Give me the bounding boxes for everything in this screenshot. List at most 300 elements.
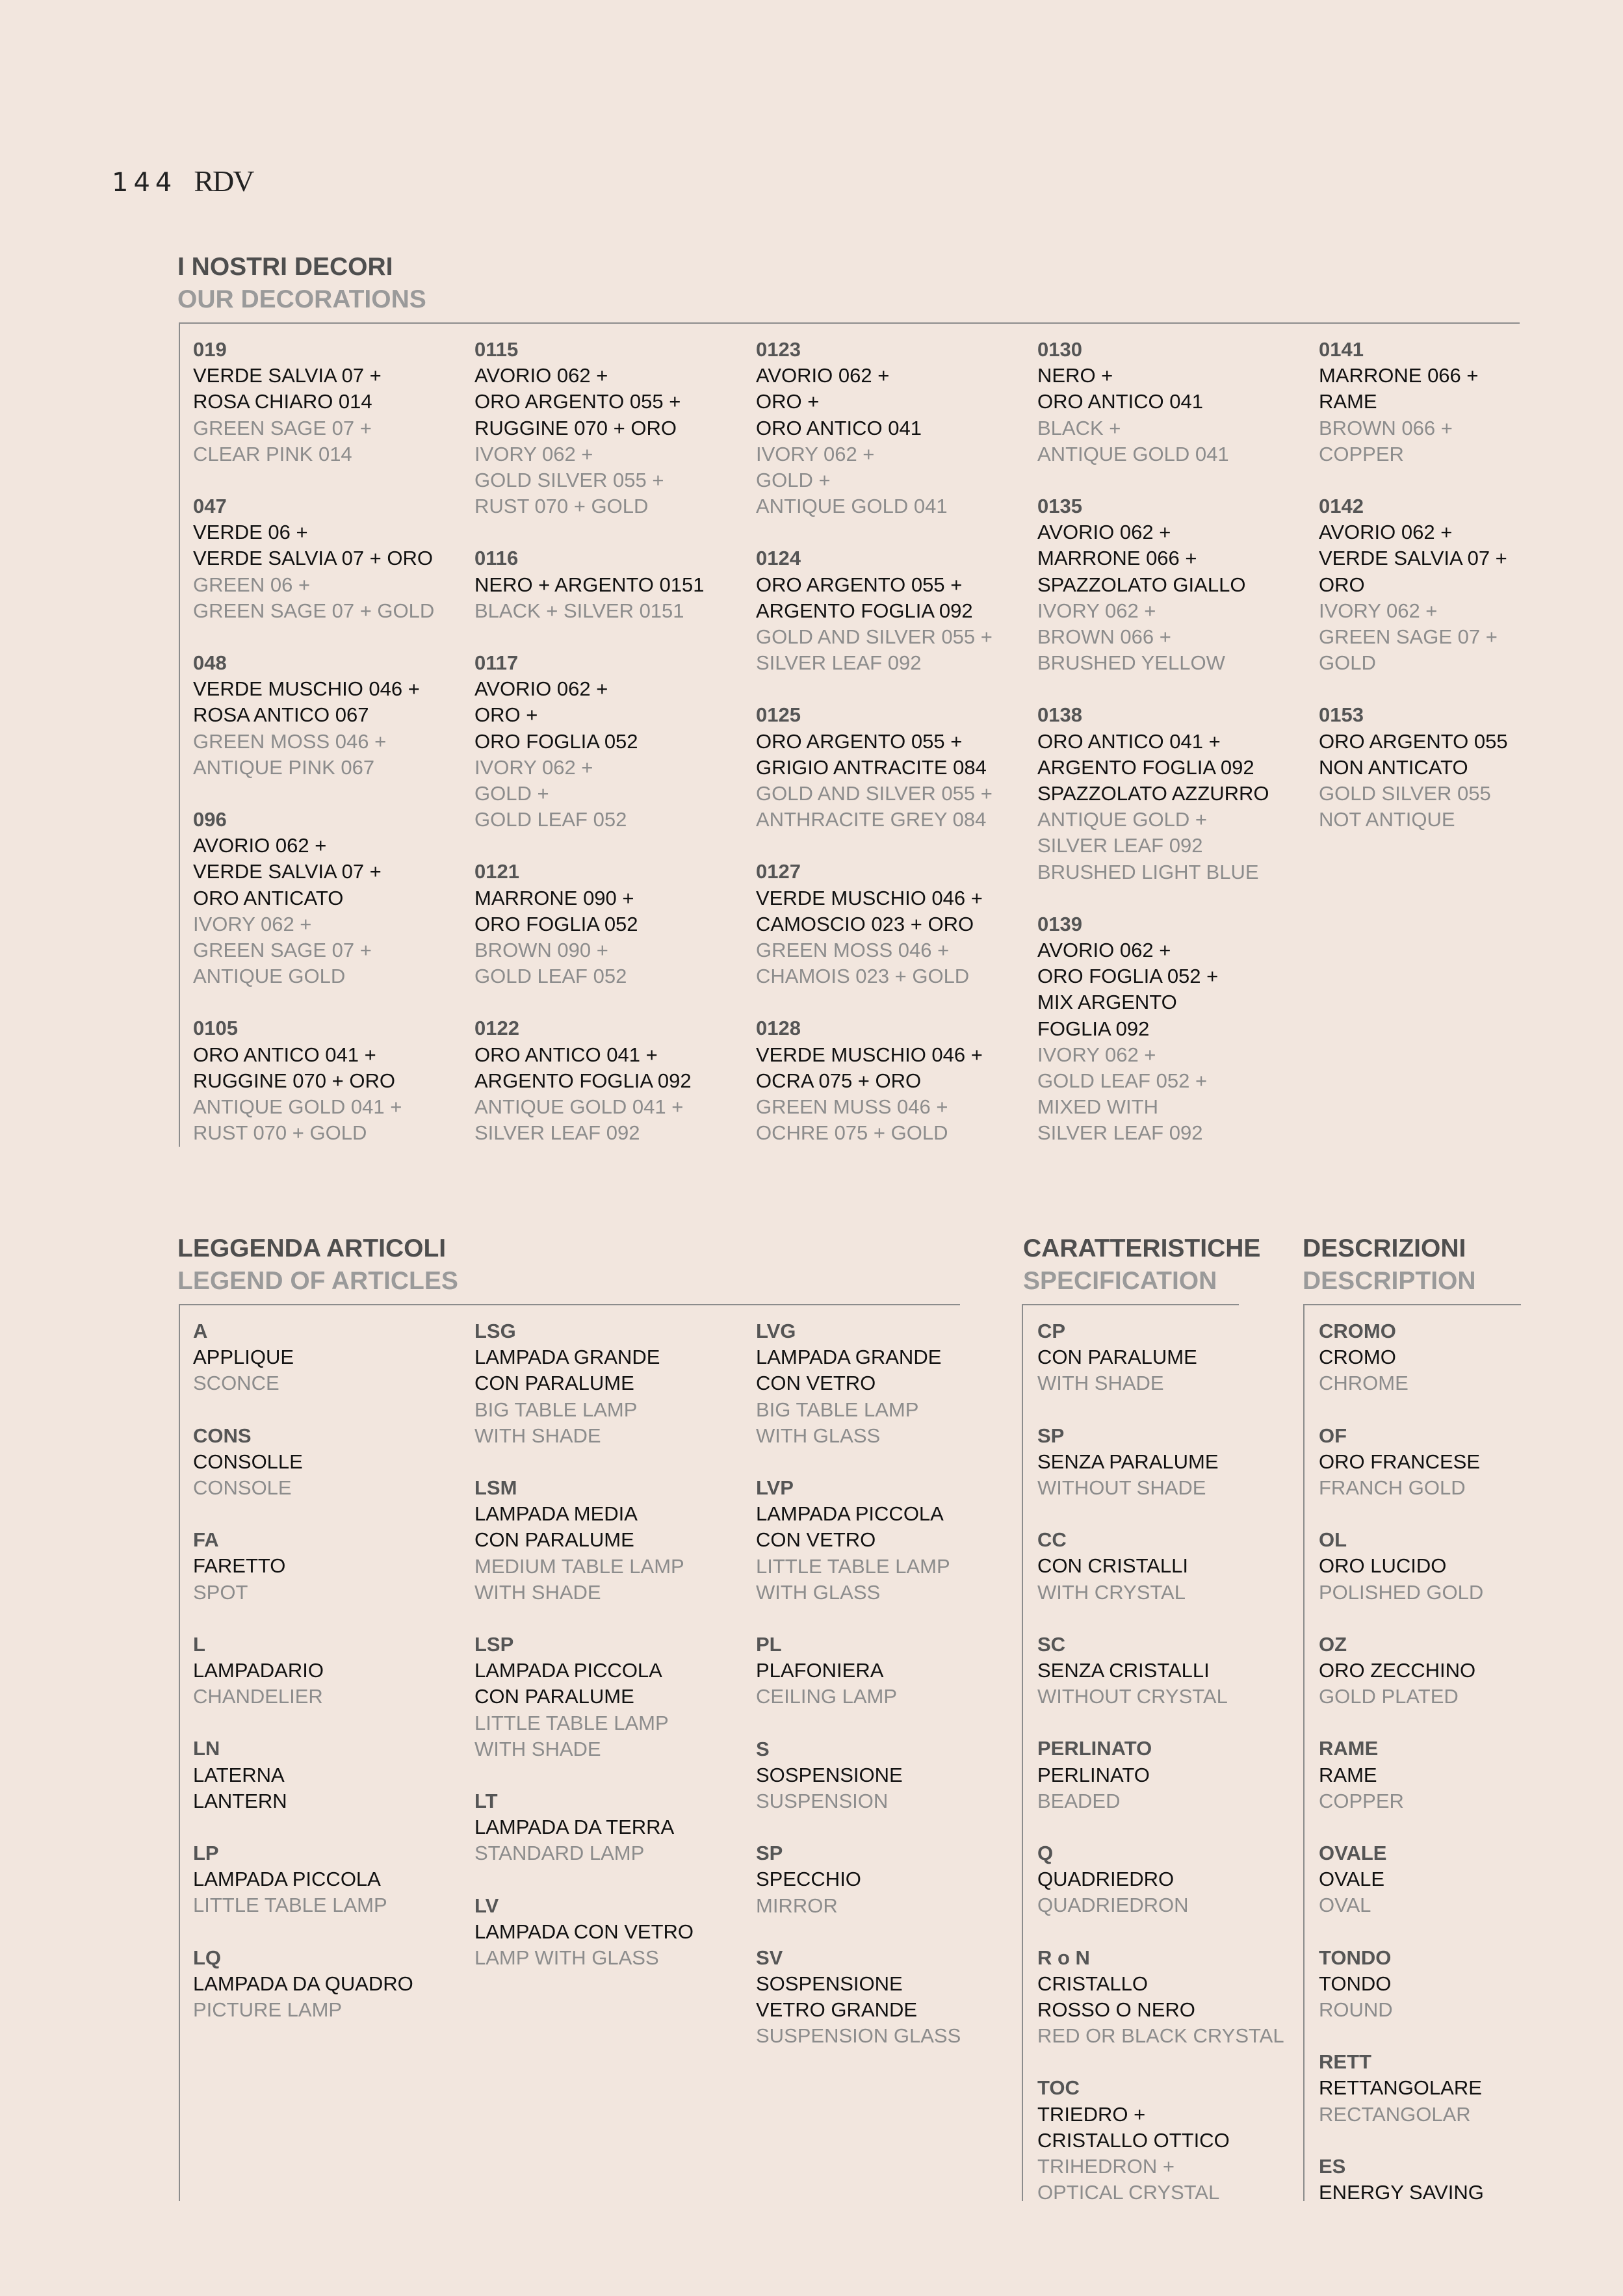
entry-code: 0142 — [1319, 495, 1364, 518]
specification-entry — [1037, 1840, 1284, 1919]
entry-italian-line: NON ANTICATO — [1319, 755, 1468, 779]
entry-italian-line: ORO ANTICO 041 + — [193, 1043, 376, 1066]
entry-english-line: CLEAR PINK 014 — [193, 442, 352, 465]
entry-italian-line: VERDE SALVIA 07 + — [1319, 547, 1507, 570]
entry-english-line: SUSPENSION — [756, 1790, 889, 1813]
entry-italian-line: LANTERN — [193, 1789, 287, 1812]
entry-italian-line: ENERGY SAVING — [1319, 2181, 1484, 2204]
entry-english-line: WITH SHADE — [474, 1580, 601, 1604]
entry-english-line: GOLD SILVER 055 + — [474, 469, 664, 492]
specification-title-it: CARATTERISTICHE — [1023, 1234, 1261, 1262]
legend-title — [177, 1233, 458, 1298]
entry-english-line: SPOT — [193, 1580, 248, 1604]
entry-italian-line: LAMPADA GRANDE — [474, 1346, 660, 1369]
entry-code: 0124 — [756, 547, 801, 570]
entry-italian-line: LATERNA — [193, 1763, 285, 1786]
entry-english-line: CHANDELIER — [193, 1685, 323, 1708]
entry-italian-line: ORO ARGENTO 055 + — [756, 573, 963, 596]
entry-english-line: ANTIQUE GOLD 041 — [1037, 442, 1229, 465]
entry-english-line: GOLD SILVER 055 — [1319, 782, 1491, 805]
entry-english-line: WITH SHADE — [1037, 1372, 1164, 1395]
entry-code: RETT — [1319, 2050, 1371, 2074]
entry-italian-line: ORO FRANCESE — [1319, 1450, 1481, 1473]
entry-italian-line: ROSA CHIARO 014 — [193, 390, 372, 413]
entry-italian-line: OCRA 075 + ORO — [756, 1069, 922, 1092]
description-entry — [1319, 1945, 1484, 2024]
entry-english-line: GREEN MOSS 046 + — [193, 729, 387, 753]
entry-english-line: GREEN SAGE 07 + — [193, 939, 372, 962]
entry-code: 0141 — [1319, 338, 1364, 361]
entry-english-line: NOT ANTIQUE — [1319, 808, 1455, 831]
specification-entry — [1037, 1423, 1284, 1502]
entry-italian-line: CAMOSCIO 023 + ORO — [756, 912, 974, 935]
entry-code: SV — [756, 1946, 783, 1969]
entry-code: 0139 — [1037, 912, 1082, 935]
entry-english-line: CHROME — [1319, 1372, 1409, 1395]
entry-code: SP — [1037, 1424, 1065, 1447]
entry-code: LSP — [474, 1633, 514, 1656]
entry-english-line: IVORY 062 + — [474, 442, 593, 465]
entry-english-line: BROWN 066 + — [1037, 625, 1171, 649]
entry-italian-line: GRIGIO ANTRACITE 084 — [756, 755, 987, 779]
entry-english-line: PICTURE LAMP — [193, 1998, 343, 2022]
legend-entry — [193, 1423, 413, 1502]
entry-italian-line: VERDE SALVIA 07 + ORO — [193, 547, 434, 570]
entry-italian-line: ROSSO O NERO — [1037, 1998, 1195, 2022]
entry-english-line: STANDARD LAMP — [474, 1842, 645, 1865]
entry-code: 0135 — [1037, 495, 1082, 518]
entry-english-line: ANTIQUE PINK 067 — [193, 755, 375, 779]
decorations-column — [756, 337, 993, 1172]
entry-code: TONDO — [1319, 1946, 1392, 1969]
entry-code: 0153 — [1319, 703, 1364, 727]
decorations-entry — [756, 859, 993, 989]
entry-italian-line: PLAFONIERA — [756, 1659, 884, 1682]
entry-code: PERLINATO — [1037, 1737, 1152, 1760]
entry-english-line: IVORY 062 + — [1037, 1043, 1156, 1066]
entry-english-line: CEILING LAMP — [756, 1685, 898, 1708]
specification-divider — [1022, 1304, 1239, 1305]
entry-code: 0121 — [474, 860, 519, 883]
entry-code: 0128 — [756, 1017, 801, 1040]
entry-english-line: SILVER LEAF 092 — [1037, 834, 1203, 857]
description-title-it: DESCRIZIONI — [1303, 1234, 1466, 1262]
entry-english-line: LITTLE TABLE LAMP — [193, 1894, 387, 1917]
entry-italian-line: SOSPENSIONE — [756, 1763, 903, 1786]
specification-title — [1023, 1233, 1260, 1298]
entry-italian-line: VETRO GRANDE — [756, 1998, 918, 2022]
entry-english-line: IVORY 062 + — [474, 755, 593, 779]
decorations-entry — [193, 1015, 434, 1146]
legend-entry — [756, 1318, 961, 1449]
entry-code: LP — [193, 1842, 219, 1865]
decorations-column — [1319, 337, 1508, 859]
decorations-entry — [1037, 493, 1269, 676]
entry-code: 048 — [193, 651, 227, 675]
entry-english-line: WITH GLASS — [756, 1580, 881, 1604]
entry-italian-line: MARRONE 066 + — [1037, 547, 1197, 570]
legend-entry — [756, 1475, 961, 1606]
entry-italian-line: RETTANGOLARE — [1319, 2076, 1482, 2100]
decorations-entry — [193, 650, 434, 781]
description-entry — [1319, 1423, 1484, 1502]
decorations-entry — [1319, 702, 1508, 833]
entry-italian-line: SENZA PARALUME — [1037, 1450, 1219, 1473]
entry-italian-line: VERDE MUSCHIO 046 + — [756, 1043, 983, 1066]
entry-italian-line: ARGENTO FOGLIA 092 — [474, 1069, 692, 1092]
entry-italian-line: MIX ARGENTO — [1037, 991, 1177, 1014]
entry-english-line: SILVER LEAF 092 — [1037, 1121, 1203, 1145]
entry-italian-line: SPAZZOLATO AZZURRO — [1037, 782, 1269, 805]
entry-italian-line: ORO ARGENTO 055 + — [756, 729, 963, 753]
specification-rule — [1022, 1304, 1023, 2201]
description-column — [1319, 1318, 1484, 2232]
entry-italian-line: RUGGINE 070 + ORO — [193, 1069, 395, 1092]
entry-code: LVG — [756, 1320, 796, 1342]
decorations-column — [474, 337, 705, 1172]
entry-code: LSG — [474, 1320, 516, 1342]
entry-english-line: GOLD + — [474, 782, 549, 805]
legend-divider — [179, 1304, 960, 1305]
entry-code: OVALE — [1319, 1842, 1387, 1865]
entry-italian-line: SENZA CRISTALLI — [1037, 1659, 1210, 1682]
entry-italian-line: CON PARALUME — [1037, 1346, 1197, 1369]
entry-code: FA — [193, 1528, 219, 1552]
entry-english-line: ROUND — [1319, 1998, 1393, 2022]
entry-english-line: BIG TABLE LAMP — [474, 1398, 638, 1421]
specification-entry — [1037, 2075, 1284, 2206]
decorations-rule — [179, 322, 180, 1147]
entry-italian-line: AVORIO 062 + — [474, 364, 608, 387]
entry-code: 0130 — [1037, 338, 1082, 361]
entry-italian-line: TONDO — [1319, 1972, 1392, 1995]
entry-code: SC — [1037, 1632, 1066, 1656]
entry-italian-line: AVORIO 062 + — [1037, 939, 1171, 962]
entry-code: CONS — [193, 1424, 252, 1447]
decorations-entry — [756, 545, 993, 676]
legend-entry — [474, 1475, 694, 1606]
entry-english-line: ANTIQUE GOLD + — [1037, 808, 1207, 831]
legend-entry — [474, 1632, 694, 1762]
decorations-entry — [474, 337, 705, 519]
entry-code: TOC — [1037, 2076, 1080, 2100]
entry-english-line: WITHOUT CRYSTAL — [1037, 1685, 1228, 1708]
entry-code: 019 — [193, 338, 227, 361]
entry-english-line: CHAMOIS 023 + GOLD — [756, 965, 970, 988]
specification-entry — [1037, 1945, 1284, 2050]
description-divider — [1303, 1304, 1521, 1305]
description-entry — [1319, 2049, 1484, 2128]
legend-entry — [193, 1527, 413, 1606]
entry-code: LSM — [474, 1476, 517, 1500]
entry-english-line: IVORY 062 + — [756, 442, 875, 465]
entry-italian-line: RUGGINE 070 + ORO — [474, 416, 677, 439]
entry-english-line: CONSOLE — [193, 1476, 292, 1500]
entry-italian-line: AVORIO 062 + — [193, 834, 327, 857]
entry-italian-line: CONSOLLE — [193, 1450, 303, 1473]
entry-italian-line: AVORIO 062 + — [756, 364, 890, 387]
entry-english-line: LITTLE TABLE LAMP — [474, 1711, 669, 1734]
entry-italian-line: MARRONE 066 + — [1319, 364, 1479, 387]
entry-italian-line: CROMO — [1319, 1346, 1396, 1369]
legend-rule — [179, 1304, 180, 2201]
decorations-entry — [474, 859, 705, 989]
entry-english-line: GOLD AND SILVER 055 + — [756, 625, 993, 649]
entry-italian-line: ORO ANTICATO — [193, 886, 344, 909]
entry-english-line: BROWN 090 + — [474, 939, 608, 962]
entry-italian-line: TRIEDRO + — [1037, 2102, 1146, 2126]
entry-code: ES — [1319, 2154, 1346, 2178]
entry-english-line: SILVER LEAF 092 — [756, 651, 922, 675]
entry-english-line: OVAL — [1319, 1894, 1371, 1917]
entry-english-line: FRANCH GOLD — [1319, 1476, 1466, 1500]
entry-italian-line: LAMPADA DA TERRA — [474, 1816, 675, 1839]
decorations-column — [193, 337, 434, 1172]
entry-english-line: ANTIQUE GOLD 041 + — [474, 1095, 684, 1119]
decorations-entry — [474, 1015, 705, 1146]
entry-code: LT — [474, 1790, 498, 1813]
entry-italian-line: VERDE 06 + — [193, 521, 308, 544]
decorations-entry — [1319, 493, 1508, 676]
entry-code: RAME — [1319, 1737, 1379, 1760]
decorations-entry — [474, 650, 705, 833]
entry-english-line: MEDIUM TABLE LAMP — [474, 1554, 684, 1578]
entry-code: 047 — [193, 495, 227, 518]
entry-italian-line: SPECCHIO — [756, 1868, 861, 1891]
entry-english-line: QUADRIEDRON — [1037, 1894, 1189, 1917]
description-title — [1303, 1233, 1476, 1298]
entry-code: S — [756, 1737, 770, 1760]
entry-english-line: GOLD PLATED — [1319, 1685, 1459, 1708]
decorations-entry — [756, 702, 993, 833]
entry-english-line: BROWN 066 + — [1319, 416, 1453, 439]
legend-column — [474, 1318, 694, 1997]
legend-title-en: LEGEND OF ARTICLES — [177, 1267, 458, 1295]
entry-english-line: GOLD + — [756, 469, 831, 492]
entry-code: 0117 — [474, 651, 519, 675]
entry-english-line: RUST 070 + GOLD — [474, 495, 649, 518]
entry-code: CP — [1037, 1320, 1066, 1342]
entry-english-line: IVORY 062 + — [1037, 599, 1156, 622]
legend-title-it: LEGGENDA ARTICOLI — [177, 1234, 447, 1262]
entry-english-line: MIRROR — [756, 1894, 838, 1917]
entry-code: LV — [474, 1894, 499, 1917]
entry-code: PL — [756, 1633, 782, 1656]
entry-english-line: BLACK + — [1037, 416, 1121, 439]
entry-english-line: SILVER LEAF 092 — [474, 1121, 640, 1145]
entry-english-line: ANTIQUE GOLD — [193, 965, 346, 988]
entry-code: CROMO — [1319, 1320, 1396, 1342]
legend-entry — [756, 1840, 961, 1919]
description-entry — [1319, 1318, 1484, 1397]
entry-italian-line: CRISTALLO — [1037, 1972, 1148, 1995]
entry-english-line: IVORY 062 + — [1319, 599, 1438, 622]
decorations-divider — [179, 322, 1520, 324]
entry-code: 0105 — [193, 1017, 238, 1040]
entry-italian-line: CON CRISTALLI — [1037, 1554, 1188, 1578]
entry-code: LQ — [193, 1946, 222, 1969]
description-entry — [1319, 1632, 1484, 1710]
entry-english-line: SUSPENSION GLASS — [756, 2024, 961, 2048]
entry-code: R o N — [1037, 1946, 1090, 1969]
entry-english-line: RED OR BLACK CRYSTAL — [1037, 2024, 1284, 2048]
legend-entry — [756, 1736, 961, 1815]
entry-italian-line: SOSPENSIONE — [756, 1972, 903, 1996]
entry-italian-line: ORO LUCIDO — [1319, 1554, 1447, 1578]
entry-code: SP — [756, 1842, 783, 1865]
description-entry — [1319, 1527, 1484, 1606]
entry-italian-line: CRISTALLO OTTICO — [1037, 2128, 1230, 2152]
entry-english-line: GOLD LEAF 052 — [474, 965, 627, 988]
legend-entry — [193, 1945, 413, 2024]
entry-english-line: MIXED WITH — [1037, 1095, 1158, 1119]
entry-english-line: WITH SHADE — [474, 1737, 601, 1760]
decorations-title-it: I NOSTRI DECORI — [177, 253, 393, 281]
entry-italian-line: LAMPADA CON VETRO — [474, 1920, 694, 1943]
entry-english-line: RECTANGOLAR — [1319, 2102, 1471, 2126]
entry-english-line: GREEN MUSS 046 + — [756, 1095, 948, 1119]
entry-italian-line: ORO + — [474, 703, 538, 727]
entry-italian-line: RAME — [1319, 390, 1377, 413]
entry-italian-line: ORO ANTICO 041 + — [1037, 729, 1221, 753]
entry-code: 0127 — [756, 860, 801, 883]
entry-english-line: GOLD LEAF 052 — [474, 808, 627, 831]
decorations-entry — [1319, 337, 1508, 467]
entry-italian-line: ORO FOGLIA 052 + — [1037, 965, 1219, 988]
entry-code: L — [193, 1632, 205, 1656]
entry-italian-line: ORO ARGENTO 055 — [1319, 729, 1508, 753]
entry-english-line: WITH SHADE — [474, 1424, 601, 1447]
entry-italian-line: AVORIO 062 + — [1319, 521, 1453, 544]
legend-entry — [193, 1736, 413, 1814]
entry-italian-line: CON VETRO — [756, 1372, 876, 1395]
entry-english-line: OPTICAL CRYSTAL — [1037, 2181, 1220, 2204]
entry-english-line: TRIHEDRON + — [1037, 2155, 1175, 2178]
legend-entry — [756, 1945, 961, 2050]
entry-english-line: LITTLE TABLE LAMP — [756, 1554, 950, 1578]
entry-italian-line: ORO ANTICO 041 — [1037, 390, 1203, 413]
description-rule — [1303, 1304, 1305, 2201]
decorations-column — [1037, 337, 1269, 1173]
entry-english-line: ANTHRACITE GREY 084 — [756, 808, 987, 831]
entry-italian-line: ORO — [1319, 573, 1365, 596]
entry-italian-line: LAMPADA PICCOLA — [474, 1659, 662, 1682]
entry-code: 0125 — [756, 703, 801, 727]
entry-italian-line: ORO ANTICO 041 + — [474, 1043, 658, 1066]
decorations-entry — [193, 337, 434, 467]
description-entry — [1319, 1840, 1484, 1919]
legend-entry — [756, 1632, 961, 1710]
entry-italian-line: FARETTO — [193, 1554, 286, 1578]
entry-italian-line: RAME — [1319, 1763, 1377, 1786]
entry-italian-line: MARRONE 090 + — [474, 886, 634, 909]
entry-italian-line: LAMPADA GRANDE — [756, 1346, 942, 1369]
entry-code: OZ — [1319, 1632, 1347, 1656]
entry-italian-line: FOGLIA 092 — [1037, 1017, 1150, 1040]
description-entry — [1319, 2154, 1484, 2206]
entry-italian-line: OVALE — [1319, 1868, 1385, 1891]
page-number: 144 — [112, 168, 177, 198]
entry-english-line: WITH CRYSTAL — [1037, 1580, 1186, 1604]
entry-english-line: ANTIQUE GOLD 041 + — [193, 1095, 402, 1119]
entry-italian-line: CON PARALUME — [474, 1528, 634, 1552]
specification-entry — [1037, 1527, 1284, 1606]
entry-english-line: GOLD AND SILVER 055 + — [756, 782, 993, 805]
entry-english-line: SCONCE — [193, 1372, 279, 1395]
entry-italian-line: ORO ARGENTO 055 + — [474, 390, 681, 413]
legend-entry — [193, 1318, 413, 1397]
entry-english-line: COPPER — [1319, 442, 1404, 465]
entry-italian-line: VERDE MUSCHIO 046 + — [756, 886, 983, 909]
entry-italian-line: CON PARALUME — [474, 1685, 634, 1708]
entry-italian-line: VERDE SALVIA 07 + — [193, 860, 382, 883]
entry-code: 0123 — [756, 338, 801, 361]
legend-column — [756, 1318, 961, 2076]
entry-code: OF — [1319, 1424, 1347, 1447]
brand-logo: RDV — [194, 164, 253, 198]
entry-code: LVP — [756, 1476, 794, 1500]
decorations-title — [177, 251, 426, 316]
decorations-entry — [1037, 337, 1269, 467]
entry-code: OL — [1319, 1528, 1347, 1552]
entry-code: 0116 — [474, 547, 519, 570]
entry-english-line: ANTIQUE GOLD 041 — [756, 495, 948, 518]
entry-italian-line: APPLIQUE — [193, 1346, 294, 1369]
entry-english-line: GREEN MOSS 046 + — [756, 939, 950, 962]
entry-italian-line: ARGENTO FOGLIA 092 — [756, 599, 973, 622]
entry-italian-line: ORO FOGLIA 052 — [474, 729, 638, 753]
entry-italian-line: LAMPADARIO — [193, 1659, 324, 1682]
entry-code: Q — [1037, 1842, 1054, 1865]
entry-italian-line: ARGENTO FOGLIA 092 — [1037, 755, 1254, 779]
entry-code: 0115 — [474, 338, 519, 361]
legend-entry — [474, 1893, 694, 1972]
entry-english-line: GREEN SAGE 07 + — [193, 416, 372, 439]
legend-entry — [474, 1788, 694, 1867]
decorations-title-en: OUR DECORATIONS — [177, 285, 426, 313]
specification-column — [1037, 1318, 1284, 2232]
entry-italian-line: NERO + — [1037, 364, 1113, 387]
entry-italian-line: AVORIO 062 + — [1037, 521, 1171, 544]
entry-english-line: BIG TABLE LAMP — [756, 1398, 919, 1421]
entry-italian-line: QUADRIEDRO — [1037, 1868, 1175, 1891]
decorations-entry — [756, 337, 993, 519]
entry-italian-line: LAMPADA DA QUADRO — [193, 1972, 413, 1995]
entry-code: 096 — [193, 808, 227, 831]
entry-code: CC — [1037, 1528, 1067, 1552]
decorations-entry — [1037, 702, 1269, 885]
entry-italian-line: ROSA ANTICO 067 — [193, 703, 369, 727]
entry-english-line: BEADED — [1037, 1789, 1121, 1812]
entry-english-line: POLISHED GOLD — [1319, 1580, 1484, 1604]
description-entry — [1319, 1736, 1484, 1814]
specification-entry — [1037, 1318, 1284, 1397]
entry-english-line: BRUSHED YELLOW — [1037, 651, 1225, 675]
entry-code: LN — [193, 1737, 220, 1760]
entry-english-line: GREEN SAGE 07 + — [1319, 625, 1498, 649]
page-header — [112, 164, 253, 198]
entry-italian-line: LAMPADA PICCOLA — [756, 1502, 944, 1526]
legend-entry — [193, 1632, 413, 1710]
entry-italian-line: SPAZZOLATO GIALLO — [1037, 573, 1246, 596]
entry-italian-line: ORO FOGLIA 052 — [474, 912, 638, 935]
entry-italian-line: VERDE MUSCHIO 046 + — [193, 677, 420, 701]
entry-italian-line: VERDE SALVIA 07 + — [193, 364, 382, 387]
entry-italian-line: ORO ZECCHINO — [1319, 1659, 1476, 1682]
decorations-entry — [1037, 911, 1269, 1147]
entry-italian-line: ORO ANTICO 041 — [756, 416, 922, 439]
entry-english-line: LAMP WITH GLASS — [474, 1946, 659, 1970]
